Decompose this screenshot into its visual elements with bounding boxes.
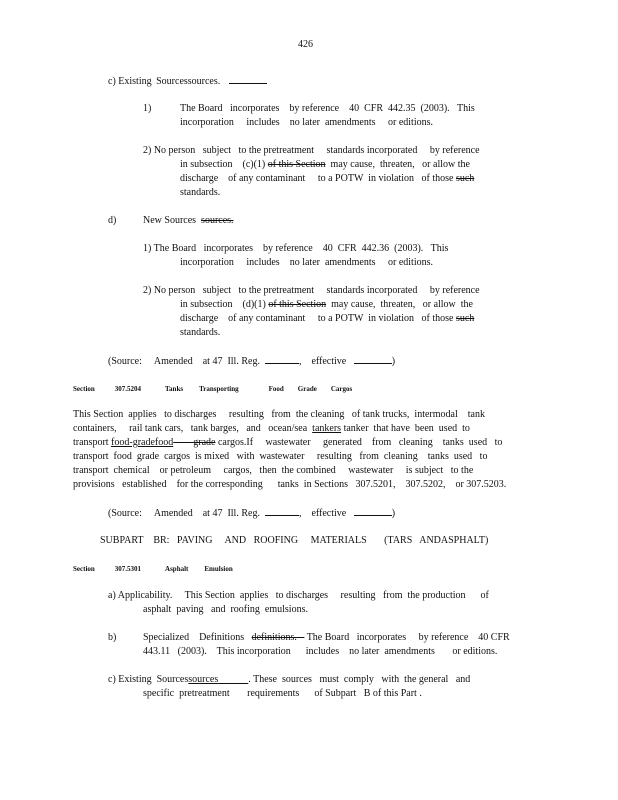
reg-blank bbox=[265, 506, 299, 516]
sec5301-b-line1 bbox=[143, 631, 510, 645]
source-label: (Source: bbox=[108, 356, 142, 367]
sec5204-body-line4: transport food grade cargos is mixed with wastewater resulting from cleaning tanks used to bbox=[73, 451, 488, 462]
subsection-c-label: c) Existing bbox=[108, 76, 152, 87]
section-title-word: Transporting bbox=[199, 385, 239, 393]
item-d1-line1: 1) The Board incorporates by reference 40 CFR 442.36 (2003). This bbox=[143, 243, 449, 254]
section-title-word: Tanks bbox=[165, 385, 184, 393]
sec5204-body-line2 bbox=[73, 422, 470, 436]
item-d2-deleted-text: of this Section bbox=[268, 299, 327, 310]
section-title-word: Grade bbox=[297, 385, 317, 393]
reg-blank bbox=[265, 354, 299, 364]
section-5204-heading bbox=[73, 382, 352, 396]
deleted-underline bbox=[229, 74, 267, 84]
sec5301-b-label: b) bbox=[108, 632, 117, 643]
section-title-word: Emulsion bbox=[204, 565, 233, 573]
item-c2-deleted-such: such bbox=[455, 173, 475, 184]
sec5204-line2-text-b: tanker that have been used to bbox=[343, 423, 470, 434]
item-c1-line1: The Board incorporates by reference 40 CFR 442.35 (2003). This bbox=[180, 103, 475, 114]
source-comma: , bbox=[298, 508, 302, 519]
sec5301-c-line1 bbox=[108, 673, 470, 687]
item-c2-line2-text-a: in subsection (c)(1) bbox=[180, 159, 266, 170]
source-effective: effective bbox=[311, 356, 347, 367]
item-d2-line2 bbox=[180, 298, 473, 312]
sec5301-c-inserted-gap bbox=[218, 674, 248, 685]
item-c1-line2: incorporation includes no later amendments or editions. bbox=[180, 117, 433, 128]
item-d1-line2: incorporation includes no later amendments or editions. bbox=[180, 257, 433, 268]
item-c2-line2 bbox=[180, 158, 470, 172]
sec5204-body-line3 bbox=[73, 436, 502, 450]
item-d2-line4: standards. bbox=[180, 327, 221, 338]
section-number: 307.5204 bbox=[114, 385, 142, 393]
source-comma: , bbox=[298, 356, 302, 367]
item-d2-deleted-such: such bbox=[455, 313, 475, 324]
sec5301-a-line2: asphalt paving and roofing emulsions. bbox=[143, 604, 308, 615]
item-c1-number: 1) bbox=[143, 103, 152, 114]
item-d2-line2-text-a: in subsection (d)(1) bbox=[180, 299, 266, 310]
source-amended: Amended bbox=[153, 508, 193, 519]
source-amended: Amended bbox=[153, 356, 193, 367]
effective-blank bbox=[354, 354, 392, 364]
sec5204-body-line1: This Section applies to discharges resulting from the cleaning of tank trucks, intermodal tank bbox=[73, 409, 485, 420]
item-c2-line3 bbox=[180, 172, 474, 186]
subsection-d-label: d) bbox=[108, 215, 117, 226]
section-label: Section bbox=[73, 565, 95, 573]
sec5301-b-line2: 443.11 (2003). This incorporation includes no later amendments or editions. bbox=[143, 646, 498, 657]
source-label: (Source: bbox=[108, 508, 142, 519]
sec5301-b-text-b: The Board incorporates by reference 40 CFR bbox=[306, 632, 510, 643]
source-note-1 bbox=[108, 354, 395, 369]
item-d2-line2-text-b: may cause, threaten, or allow the bbox=[331, 299, 473, 310]
item-c2-deleted-text: of this Section bbox=[267, 159, 326, 170]
section-title-word: Asphalt bbox=[165, 565, 189, 573]
section-title-word: Cargos bbox=[330, 385, 353, 393]
sec5301-b-text-a: Specialized Definitions bbox=[143, 632, 245, 643]
sec5204-inserted-tankers: tankers bbox=[312, 423, 342, 434]
subsection-d-title bbox=[143, 214, 242, 228]
source-note-2 bbox=[108, 506, 395, 521]
sec5301-b-deleted-definitions: definitions. bbox=[251, 632, 297, 643]
item-d2-line3-text: discharge of any contaminant to a POTW in violation of those bbox=[180, 313, 454, 324]
section-title-word: Food bbox=[268, 385, 284, 393]
source-reg: at 47 Ill. Reg. bbox=[202, 508, 260, 519]
source-close: ) bbox=[391, 356, 396, 367]
subpart-title: SUBPART BR: PAVING AND ROOFING MATERIALS (TARS ANDASPHALT) bbox=[100, 535, 489, 546]
sec5204-body-line6: provisions established for the corresponding tanks in Sections 307.5201, 307.5202, or 307.5203. bbox=[73, 479, 507, 490]
sec5301-c-text-b: . These sources must comply with the general and bbox=[248, 674, 471, 685]
sec5301-c-inserted-sources: sources bbox=[188, 674, 219, 685]
sec5301-c-text-a: c) Existing Sources bbox=[108, 674, 189, 685]
source-close: ) bbox=[391, 508, 396, 519]
section-5301-heading bbox=[73, 562, 233, 576]
subsection-d-deleted: sources. bbox=[201, 215, 234, 226]
item-d2-line3 bbox=[180, 312, 474, 326]
sec5204-body-line5: transport chemical or petroleum cargos, then the combined wastewater is subject to the bbox=[73, 465, 474, 476]
source-effective: effective bbox=[311, 508, 347, 519]
sec5204-deleted-grade: grade bbox=[193, 437, 216, 448]
page-number: 426 bbox=[298, 39, 313, 50]
item-c2-line4: standards. bbox=[180, 187, 221, 198]
item-c2-line3-text: discharge of any contaminant to a POTW in violation of those bbox=[180, 173, 454, 184]
item-d2-line1: 2) No person subject to the pretreatment standards incorporated by reference bbox=[143, 285, 480, 296]
subsection-c-heading bbox=[108, 74, 267, 89]
section-number: 307.5301 bbox=[114, 565, 142, 573]
item-c2-line2-text-b: may cause, threaten, or allow the bbox=[330, 159, 470, 170]
item-c2-line1: 2) No person subject to the pretreatment standards incorporated by reference bbox=[143, 145, 480, 156]
sec5204-line3-text-a: transport bbox=[73, 437, 109, 448]
sec5204-line2-text-a: containers, rail tank cars, tank barges, and ocean/sea bbox=[73, 423, 308, 434]
sec5301-a-line1: a) Applicability. This Section applies to discharges resulting from the production of bbox=[108, 590, 489, 601]
sec5204-deleted-spacer bbox=[173, 437, 193, 448]
deleted-underline bbox=[234, 214, 242, 223]
source-reg: at 47 Ill. Reg. bbox=[202, 356, 260, 367]
subsection-c-title: Sourcessources. bbox=[156, 76, 221, 87]
sec5204-line3-text-b: cargos.If wastewater generated from cleaning tanks used to bbox=[217, 437, 503, 448]
sec5204-inserted-food-grade: food-gradefood bbox=[111, 437, 174, 448]
section-label: Section bbox=[73, 385, 95, 393]
subsection-d-title-text: New Sources bbox=[143, 215, 197, 226]
sec5301-c-line2: specific pretreatment requirements of Subpart B of this Part . bbox=[143, 688, 422, 699]
effective-blank bbox=[354, 506, 392, 516]
